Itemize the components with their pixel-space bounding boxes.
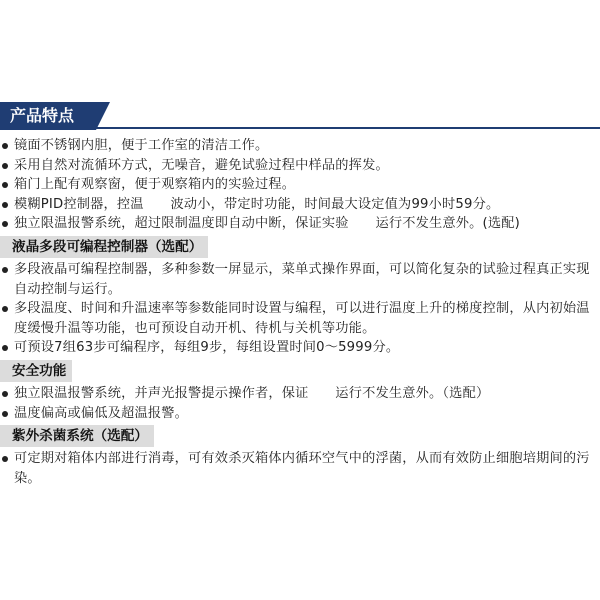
bullet-dot-icon	[2, 306, 8, 312]
section-safety	[0, 359, 600, 423]
list-item	[0, 404, 600, 424]
section-list	[0, 384, 600, 423]
section-uv-sterilization	[0, 424, 600, 488]
bullet-dot-icon	[2, 221, 8, 227]
list-item	[0, 195, 600, 215]
section-title: 液晶多段可编程控制器（选配）	[0, 236, 208, 258]
bullet-dot-icon	[2, 163, 8, 169]
bullet-dot-icon	[2, 182, 8, 188]
section-list	[0, 260, 600, 358]
bullet-dot-icon	[2, 391, 8, 397]
section-lcd-controller	[0, 235, 600, 358]
list-item	[0, 175, 600, 195]
list-item	[0, 384, 600, 404]
list-item-text: 独立限温报警系统，并声光报警提示操作者，保证 运行不发生意外。（选配）	[14, 385, 490, 401]
list-item	[0, 136, 600, 156]
section-title: 紫外杀菌系统（选配）	[0, 425, 154, 447]
list-item	[0, 299, 600, 338]
list-item-text: 采用自然对流循环方式，无噪音，避免试验过程中样品的挥发。	[14, 157, 389, 173]
list-item	[0, 156, 600, 176]
bullet-dot-icon	[2, 456, 8, 462]
list-item-text: 多段温度、时间和升温速率等参数能同时设置与编程，可以进行温度上升的梯度控制，从内初始温度缓慢升温等功能，也可预设自动开机、待机与关机等功能。	[14, 301, 590, 336]
list-item	[0, 260, 600, 299]
bullet-dot-icon	[2, 143, 8, 149]
list-item-text: 箱门上配有观察窗，便于观察箱内的实验过程。	[14, 177, 296, 193]
section-header	[0, 102, 600, 130]
list-item-text: 可定期对箱体内部进行消毒，可有效杀灭箱体内循环空气中的浮菌，从而有效防止细胞培期间的污染。	[14, 451, 590, 486]
list-item-text: 镜面不锈钢内胆，便于工作室的清洁工作。	[14, 138, 269, 153]
list-item-text: 可预设7组63步可编程序，每组9步，每组设置时间0～5999分。	[14, 340, 400, 356]
content-area	[0, 136, 600, 488]
list-item-text: 多段液晶可编程控制器，多种参数一屏显示，菜单式操作界面，可以简化复杂的试验过程真正实现自动控制与运行。	[14, 261, 590, 297]
page-title: 产品特点	[0, 102, 96, 130]
section-list	[0, 449, 600, 488]
list-item	[0, 214, 600, 234]
bullet-dot-icon	[2, 267, 8, 273]
section-title: 安全功能	[0, 360, 72, 382]
list-item	[0, 338, 600, 358]
bullet-dot-icon	[2, 411, 8, 417]
list-item	[0, 449, 600, 488]
bullet-dot-icon	[2, 202, 8, 208]
feature-list	[0, 136, 600, 234]
list-item-text: 温度偏高或偏低及超温报警。	[14, 405, 189, 421]
header-divider	[96, 127, 600, 129]
list-item-text: 模糊PID控制器，控温 波动小，带定时功能，时间最大设定值为99小时59分。	[14, 196, 500, 212]
bullet-dot-icon	[2, 345, 8, 351]
list-item-text: 独立限温报警系统，超过限制温度即自动中断，保证实验 运行不发生意外。(选配)	[14, 216, 521, 232]
